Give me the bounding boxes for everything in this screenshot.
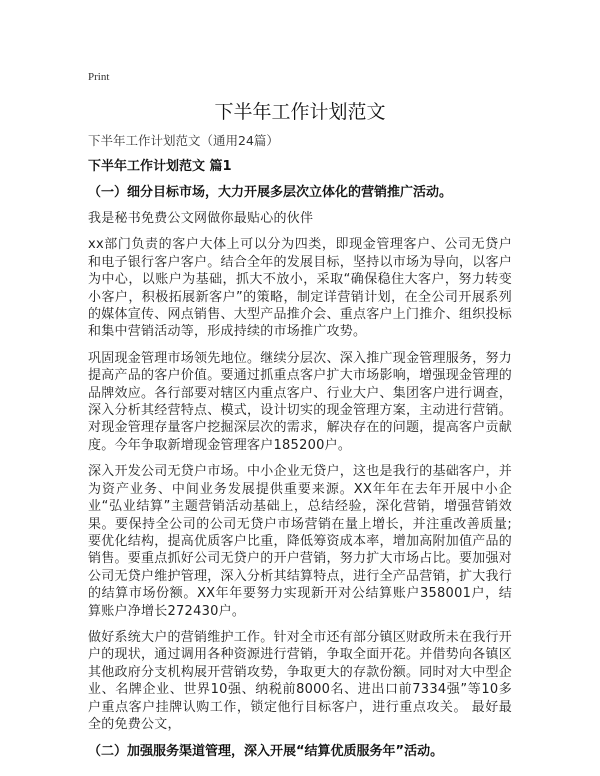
paragraph-customer-types: xx部门负责的客户大体上可以分为四类，即现金管理客户、公司无贷户和电子银行客户客户。结合全年的发展目标，坚持以市场为导向，以客户为中心，以账户为基础，抓大不放小，采取“确保稳住大客户，努力转变小客户，积极拓展新客户”的策略，制定详营销计划，在全公司开展系列的媒体宣传、网点销售、大型产品推介会、重点客户上门推介、组织投标和集中营销活动等，形成持续的市场推广攻势。 [88,237,513,340]
document-subtitle: 下半年工作计划范文（通用24篇） [88,133,279,148]
document-title: 下半年工作计划范文 [214,101,386,123]
section-title: 下半年工作计划范文 篇1 [88,159,232,174]
document-page [88,68,512,761]
paragraph-major-accounts: 做好系统大户的营销维护工作。针对全市还有部分镇区财政所未在我行开户的现状，通过调用各种资源进行营销，争取全面开花。并借势向各镇区其他政府分支机构展开营销攻势，争取更大的存款份额。同时对大中型企业、名牌企业、世界10强、纳税前8000名、进出口前7334强”等10多户重点客户挂牌认购工作，锁定他行目标客户，进行重点攻关。 最好最全的免费公文， [88,629,513,732]
heading-2: （二）加强服务渠道管理，深入开展“结算优质服务年”活动。 [88,744,444,760]
paragraph-unloaned-accounts: 深入开发公司无贷户市场。中小企业无贷户，这也是我行的基础客户，并为资产业务、中间业务发展提供重要来源。XX年年在去年开展中小企业“弘业结算”主题营销活动基础上，总结经验，深化营销，增强营销效果。要保持全公司的公司无贷户市场营销在量上增长，并注重改善质量;要优化结构，提高优质客户比重，降低筹资成本率，增加高附加值产品的销售。要重点抓好公司无贷户的开户营销，努力扩大市场占比。要加强对公司无贷户维护管理，深入分析其结算特点，进行全产品营销，扩大我行的结算市场份额。XX年年要努力实现新开对公结算账户358001户，结算账户净增长272430户。 [88,464,513,619]
heading-1: （一）细分目标市场，大力开展多层次立体化的营销推广活动。 [88,185,453,200]
paragraph-cash-management: 巩固现金管理市场领先地位。继续分层次、深入推广现金管理服务，努力提高产品的客户价值。要通过抓重点客户扩大市场影响，增强现金管理的品牌效应。各行部要对辖区内重点客户、行业大户、集团客户进行调查，深入分析其经营特点、模式，设计切实的现金管理方案，主动进行营销。对现金管理存量客户挖掘深层次的需求，解决存在的问题，提高客户贡献度。今年争取新增现金管理客户185200户。 [88,350,513,453]
paragraph-intro: 我是秘书免费公文网做你最贴心的伙伴 [88,211,314,226]
print-label: Print [88,71,110,83]
